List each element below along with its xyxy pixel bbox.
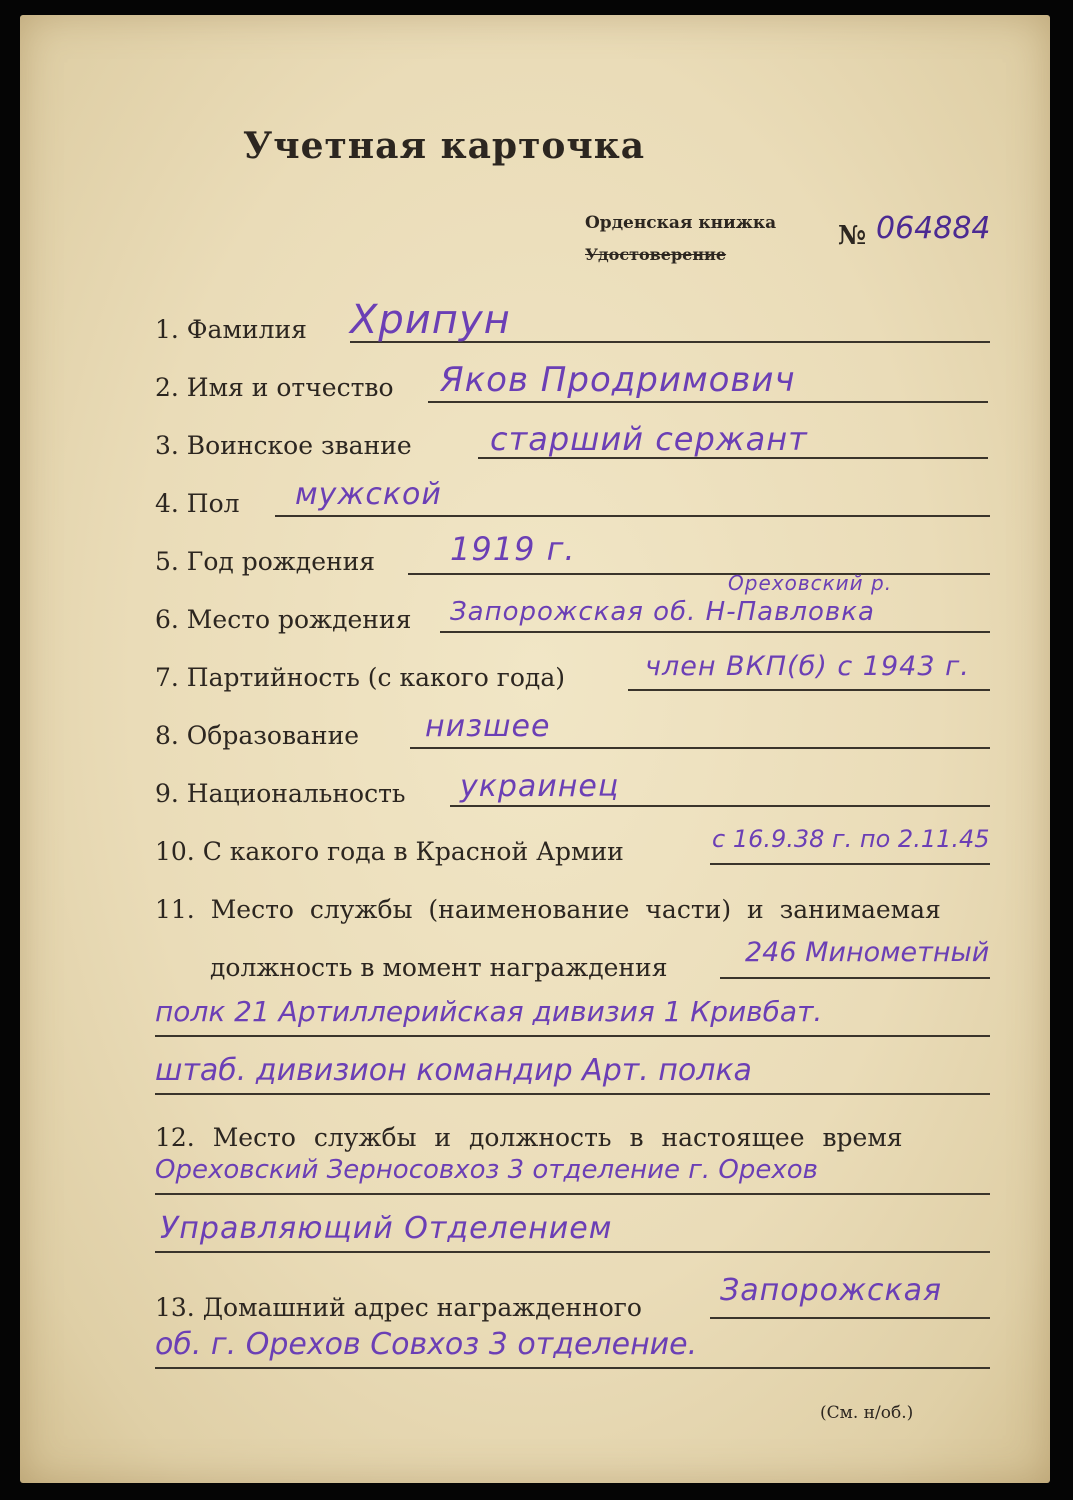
orden-book-label: Орденская книжка [585,213,777,233]
field-12-value-b: Управляющий Отделением [160,1211,613,1246]
card-title: Учетная карточка [243,125,646,167]
field-1-label: 1. Фамилия [155,315,307,344]
field-13-line-b [155,1367,990,1369]
field-6-label: 6. Место рождения [155,605,412,634]
number-value: 064884 [876,211,991,246]
field-11-value-b: полк 21 Артиллерийская дивизия 1 Кривбат. [155,995,823,1028]
field-1-value: Хрипун [350,297,511,343]
field-2-line [428,401,988,403]
field-11-value-c: штаб. дивизион командир Арт. полка [155,1053,752,1088]
field-4-value: мужской [295,477,442,512]
field-5-label: 5. Год рождения [155,547,376,576]
field-7-label: 7. Партийность (с какого года) [155,663,565,692]
field-3-label: 3. Воинское звание [155,431,412,460]
field-12-line-b [155,1251,990,1253]
field-13-value-a: Запорожская [720,1273,943,1308]
field-4-line [275,515,990,517]
field-8-value: низшее [425,709,551,744]
footer-note: (См. н/об.) [820,1403,914,1423]
field-6-line [440,631,990,633]
field-2-value: Яков Продримович [440,360,796,400]
field-13-label: 13. Домашний адрес награжденного [155,1293,642,1322]
field-11-label-a: 11. Место службы (наименование части) и занимаемая [155,895,941,924]
field-13-line-a [710,1317,990,1319]
certificate-label: Удостоверение [585,245,727,264]
field-7-value: член ВКП(б) с 1943 г. [645,651,970,682]
field-12-label: 12. Место службы и должность в настоящее время [155,1123,903,1152]
field-8-label: 8. Образование [155,721,360,750]
field-11-line-c [155,1093,990,1095]
field-11-line-b [155,1035,990,1037]
field-4-label: 4. Пол [155,489,240,518]
field-11-value-a: 246 Минометный [745,937,990,968]
field-11-line-a [720,977,990,979]
field-3-value: старший сержант [490,420,808,458]
field-12-value-a: Ореховский Зерносовхоз 3 отделение г. Орехов [155,1155,818,1185]
field-7-line [628,689,990,691]
field-10-label: 10. С какого года в Красной Армии [155,837,624,866]
field-9-line [450,805,990,807]
number-label: № [838,221,867,251]
field-12-line-a [155,1193,990,1195]
field-6-value-top: Ореховский р. [728,571,893,595]
field-10-line [710,863,990,865]
field-8-line [410,747,990,749]
field-5-line [408,573,990,575]
field-5-value: 1919 г. [450,530,576,568]
field-10-value: с 16.9.38 г. по 2.11.45 [712,825,990,853]
field-11-label-b: должность в момент награждения [210,953,668,982]
record-card [20,15,1050,1483]
field-2-label: 2. Имя и отчество [155,373,394,402]
field-9-value: украинец [460,769,620,804]
field-9-label: 9. Национальность [155,779,406,808]
field-6-value: Запорожская об. Н-Павловка [450,597,875,627]
field-13-value-b: об. г. Орехов Совхоз 3 отделение. [155,1327,698,1362]
